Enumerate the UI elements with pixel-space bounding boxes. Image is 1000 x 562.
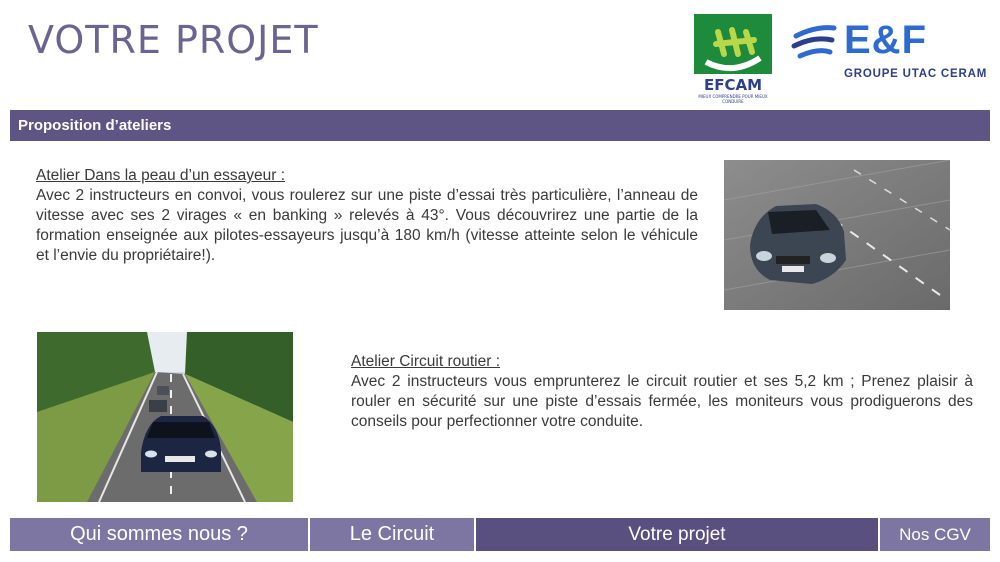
atelier-heading: Atelier Dans la peau d’un essayeur :: [36, 167, 286, 184]
nav-votre-projet[interactable]: Votre projet: [476, 518, 878, 551]
atelier-text: Avec 2 instructeurs vous emprunterez le circuit routier et ses 5,2 km ; Prenez plaisir à rouler en sécurité sur une piste d’essais fermée, les moniteurs vous prodiguerons des conseils pour perfectionner votre conduite.: [351, 373, 973, 430]
atelier-text: Avec 2 instructeurs en convoi, vous roulerez sur une piste d’essai très particulière, l’anneau de vitesse avec ses 2 virages « en banking » relevés à 43°. Vous découvrirez une partie de la formation enseignée aux pilotes-essayeurs jusqu’à 180 km/h (vitesse atteinte selon le véhicule et l’envie du propriétaire!).: [36, 187, 698, 264]
ef-subtitle: GROUPE UTAC CERAM: [844, 68, 988, 80]
efcam-name: EFCAM: [703, 76, 763, 94]
efcam-badge: [694, 14, 772, 74]
page-title: VOTRE PROJET: [28, 18, 319, 62]
ef-logo: [790, 20, 990, 90]
atelier-heading: Atelier Circuit routier :: [351, 353, 501, 370]
efcam-logo: [694, 14, 772, 110]
atelier-circuit-routier: [351, 352, 973, 432]
nav-qui-sommes-nous[interactable]: Qui sommes nous ?: [10, 518, 308, 551]
ef-name: E&F: [844, 18, 927, 62]
nav-le-circuit[interactable]: Le Circuit: [310, 518, 474, 551]
atelier-essayeur: [36, 166, 698, 266]
nav-nos-cgv[interactable]: Nos CGV: [880, 518, 990, 551]
road-circuit-photo: [37, 332, 293, 502]
section-bar: [10, 110, 990, 141]
ef-swoosh-icon: [790, 24, 840, 64]
efcam-tagline: MIEUX COMPRENDRE POUR MIEUX CONDUIRE: [698, 94, 768, 104]
section-title: Proposition d’ateliers: [18, 117, 172, 134]
banking-track-photo: [724, 160, 950, 310]
